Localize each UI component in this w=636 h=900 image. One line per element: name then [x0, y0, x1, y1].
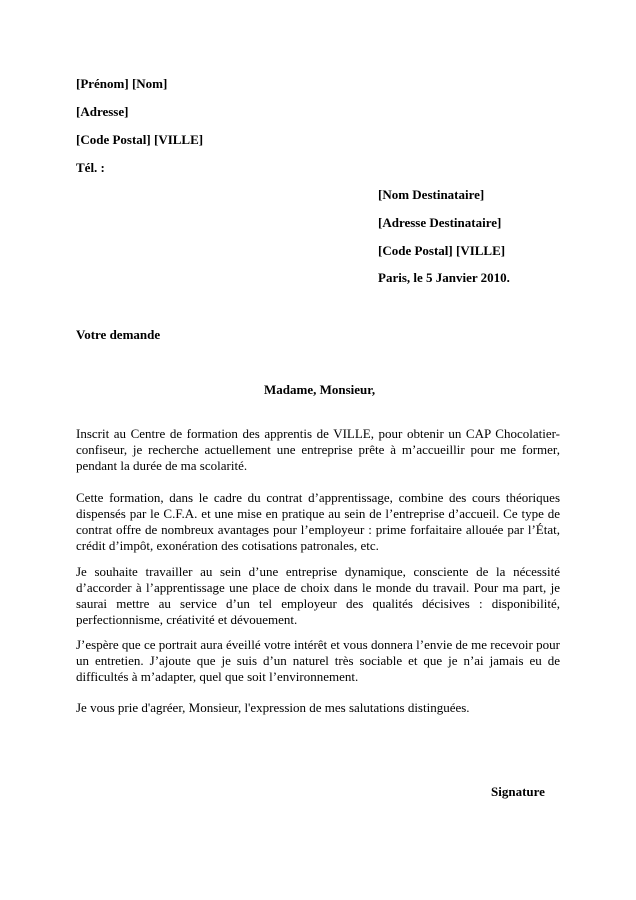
place-date: Paris, le 5 Janvier 2010. — [378, 270, 510, 285]
subject-line: Votre demande — [76, 327, 161, 342]
paragraph-regards — [76, 700, 560, 716]
signature: Signature — [491, 784, 545, 799]
paragraph-line: Je vous prie d'agréer, Monsieur, l'expression de mes salutations distinguées. — [76, 700, 470, 715]
sender-name: [Prénom] [Nom] — [76, 76, 168, 91]
paragraph-intro — [76, 426, 560, 474]
sender-phone: Tél. : — [76, 160, 105, 175]
recipient-address: [Adresse Destinataire] — [378, 215, 502, 230]
sender-postal-city: [Code Postal] [VILLE] — [76, 132, 204, 147]
paragraph-line: un entretien. J’ajoute que je suis d’un naturel très sociable et que je n’ai jamais eu de — [76, 653, 560, 668]
paragraph-line: difficultés à m’adapter, quel que soit l’environnement. — [76, 669, 359, 684]
paragraph-line: d’accorder à l’apprentissage une place de choix dans le monde du travail. Pour ma part, je — [76, 580, 560, 595]
paragraph-line: perfectionnisme, créativité et dévouement. — [76, 612, 298, 627]
paragraph-line: crédit d’impôt, exonération des cotisations patronales, etc. — [76, 538, 379, 553]
paragraph-line: pendant la durée de ma scolarité. — [76, 458, 248, 473]
paragraph-line: J’espère que ce portrait aura éveillé votre intérêt et vous donnera l’envie de me recevoir pour — [76, 637, 560, 652]
paragraph-line: Je souhaite travailler au sein d’une entreprise dynamique, consciente de la nécessité — [76, 564, 560, 579]
paragraph-line: Inscrit au Centre de formation des apprentis de VILLE, pour obtenir un CAP Chocolatier- — [76, 426, 560, 441]
salutation: Madame, Monsieur, — [264, 382, 376, 397]
paragraph-formation — [76, 490, 560, 554]
recipient-name: [Nom Destinataire] — [378, 187, 485, 202]
paragraph-line: dispensés par le C.F.A. et une mise en pratique au sein de l’entreprise d’accueil. Ce type de — [76, 506, 560, 521]
paragraph-closing — [76, 637, 560, 685]
paragraph-line: saurai mettre au service d’un tel employeur des qualités décisives : disponibilité, — [76, 596, 560, 611]
paragraph-motivation — [76, 564, 560, 628]
paragraph-line: Cette formation, dans le cadre du contrat d’apprentissage, combine des cours théoriques — [76, 490, 560, 505]
paragraph-line: contrat offre de nombreux avantages pour l’employeur : prime forfaitaire allouée par l’État, — [76, 522, 560, 537]
paragraph-line: confiseur, je recherche actuellement une entreprise prête à m’accueillir pour me former, — [76, 442, 560, 457]
recipient-postal-city: [Code Postal] [VILLE] — [378, 243, 506, 258]
sender-address: [Adresse] — [76, 104, 129, 119]
